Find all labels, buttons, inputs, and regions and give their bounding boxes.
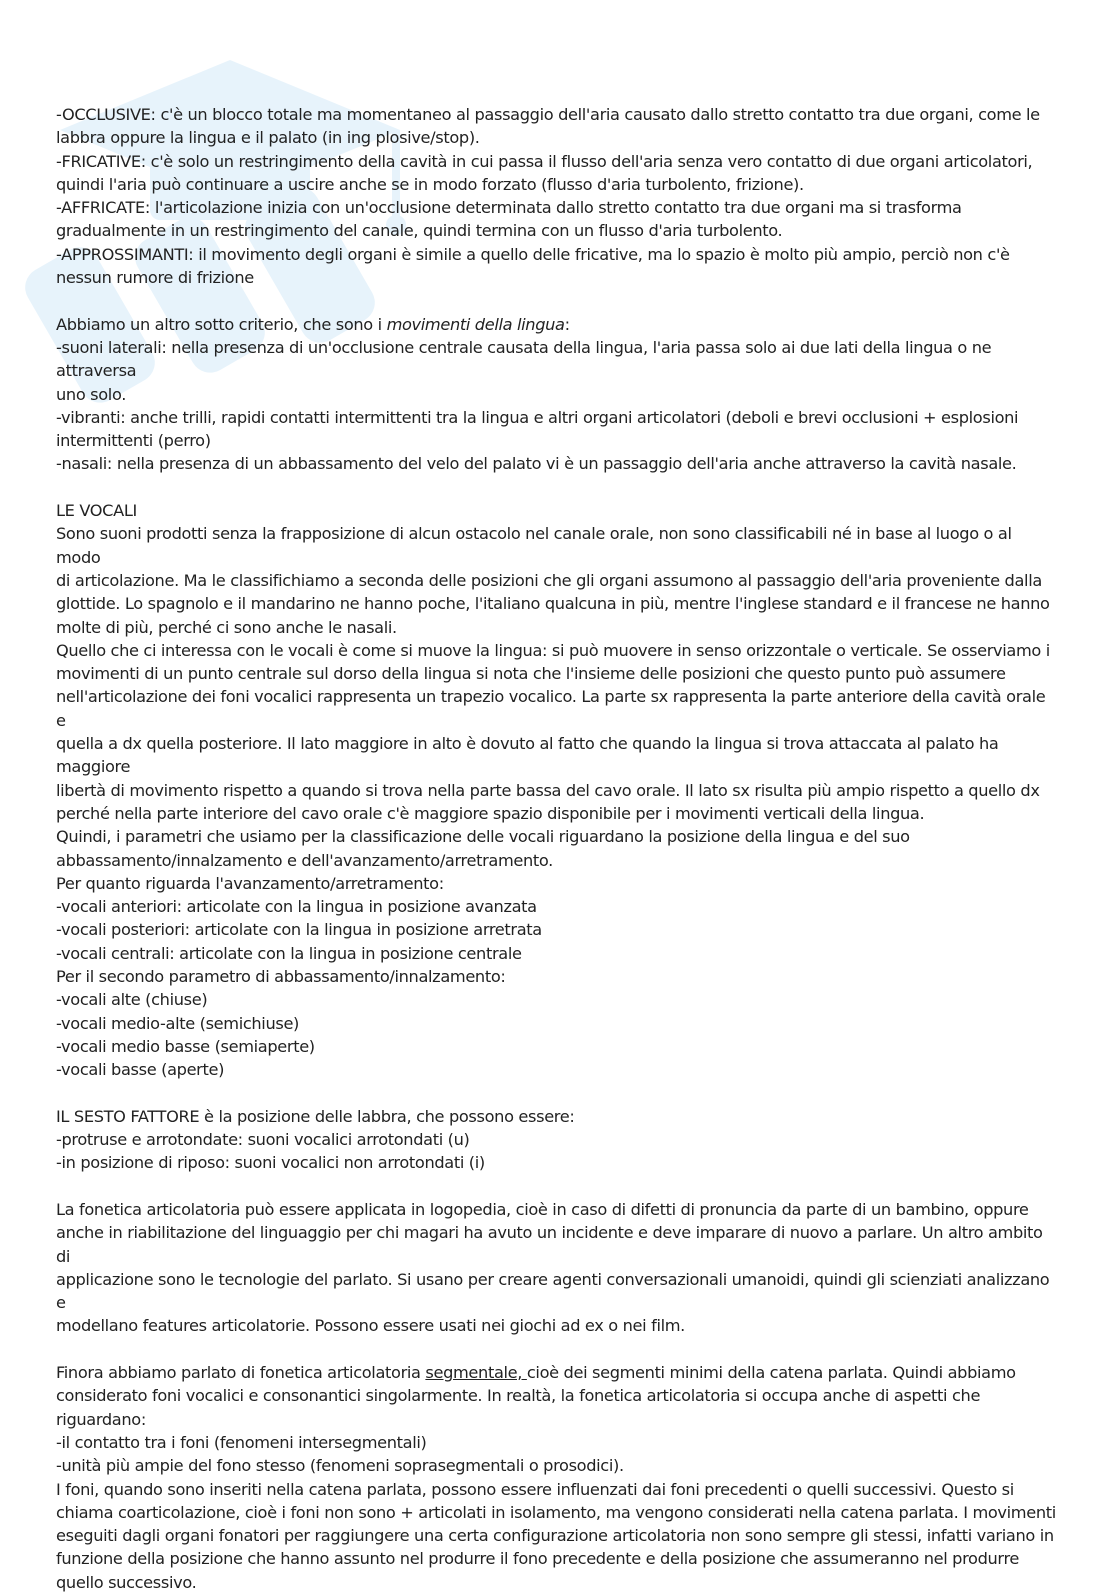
text-line: modellano features articolatorie. Possono essere usati nei giochi ad ex o nei film. [56,1316,685,1336]
text-line: labbra oppure la lingua e il palato (in ing plosive/stop). [56,128,480,148]
text-line: nessun rumore di frizione [56,268,254,288]
paragraph-spacer [56,1175,1056,1198]
text-line: -nasali: nella presenza di un abbassamento del velo del palato vi è un passaggio dell'aria anche attraverso la cavità nasale. [56,454,1017,474]
text-line: quella a dx quella posteriore. Il lato maggiore in alto è dovuto al fatto che quando la lingua si trova attaccata al palato ha maggiore [56,734,999,777]
text-line [56,1361,1056,1384]
text-run: cioè dei segmenti minimi della catena parlata. Quindi abbiamo [526,1363,1016,1383]
paragraph-spacer [56,1338,1056,1361]
text-line: -vibranti: anche trilli, rapidi contatti intermittenti tra la lingua e altri organi articolatori (deboli e brevi occlusioni + esplosioni [56,407,1019,427]
list-item: -protruse e arrotondate: suoni vocalici arrotondati (u) [56,1130,470,1150]
text-line: -FRICATIVE: c'è solo un restringimento della cavità in cui passa il flusso dell'aria senza vero contatto di due organi articolatori, [56,151,1033,171]
list-item: -vocali alte (chiuse) [56,990,208,1010]
text-line: di articolazione. Ma le classifichiamo a seconda delle posizioni che gli organi assumono al passaggio dell'aria proveniente dalla [56,570,1042,590]
text-line: molte di più, perché ci sono anche le nasali. [56,617,397,637]
document-body [56,103,1056,1594]
text-line: applicazione sono le tecnologie del parlato. Si usano per creare agenti conversazionali umanoidi, quindi gli scienziati analizzano e [56,1269,1050,1313]
italic-term: movimenti della lingua [386,314,565,334]
list-item: -vocali anteriori: articolate con la lingua in posizione avanzata [56,897,537,917]
underlined-term: segmentale, [425,1363,527,1383]
text-line: -AFFRICATE: l'articolazione inizia con un'occlusione determinata dallo stretto contatto tra due organi ma si trasforma [56,198,962,218]
text-line: gradualmente in un restringimento del canale, quindi termina con un flusso d'aria turbolento. [56,221,783,241]
text-line: Quindi, i parametri che usiamo per la classificazione delle vocali riguardano la posizione della lingua e del suo [56,827,910,847]
text-line: perché nella parte interiore del cavo orale c'è maggiore spazio disponibile per i movimenti verticali della lingua. [56,803,925,823]
text-line: libertà di movimento rispetto a quando si trova nella parte bassa del cavo orale. Il lato sx risulta più ampio rispetto a quello dx [56,780,1040,800]
text-line: riguardano: [56,1409,146,1429]
text-line: -OCCLUSIVE: c'è un blocco totale ma momentaneo al passaggio dell'aria causato dallo stretto contatto tra due organi, come le [56,105,1040,124]
list-item: -unità più ampie del fono stesso (fenomeni soprasegmentali o prosodici). [56,1456,624,1476]
text-run: : [564,314,570,334]
list-item: -in posizione di riposo: suoni vocalici non arrotondati (i) [56,1153,485,1173]
text-line: funzione della posizione che hanno assunto nel produrre il fono precedente e della posizione che assumeranno nel produrre [56,1549,1020,1569]
text-run: Abbiamo un altro sotto criterio, che sono i [56,314,387,334]
list-item: -il contatto tra i foni (fenomeni intersegmentali) [56,1432,427,1452]
text-line: considerato foni vocalici e consonantici singolarmente. In realtà, la fonetica articolatoria si occupa anche di aspetti che [56,1386,981,1406]
text-line: quindi l'aria può continuare a uscire anche se in modo forzato (flusso d'aria turbolento, frizione). [56,174,804,194]
text-line: intermittenti (perro) [56,431,211,451]
text-line [56,313,1056,336]
list-item: -vocali posteriori: articolate con la lingua in posizione arretrata [56,920,542,940]
paragraph-spacer [56,289,1056,312]
list-item: -vocali centrali: articolate con la lingua in posizione centrale [56,943,522,963]
paragraph-spacer [56,1081,1056,1104]
text-line: movimenti di un punto centrale sul dorso della lingua si nota che l'insieme delle posizioni che questo punto può assumere [56,664,1006,684]
text-line: La fonetica articolatoria può essere applicata in logopedia, cioè in caso di difetti di pronuncia da parte di un bambino, oppure [56,1199,1029,1219]
text-line: I foni, quando sono inseriti nella catena parlata, possono essere influenzati dai foni precedenti o quelli successivi. Questo si [56,1479,1014,1499]
text-line: Sono suoni prodotti senza la frapposizione di alcun ostacolo nel canale orale, non sono classificabili né in base al luogo o al modo [56,524,1012,567]
text-line: quello successivo. [56,1572,197,1592]
text-line: chiama coarticolazione, cioè i foni non sono + articolati in isolamento, ma vengono considerati nella catena parlata. I movimenti [56,1502,1056,1522]
paragraph-spacer [56,476,1056,499]
text-line: uno solo. [56,384,127,404]
section-heading: LE VOCALI [56,501,137,521]
text-line: nell'articolazione dei foni vocalici rappresenta un trapezio vocalico. La parte sx rappresenta la parte anteriore della cavità orale e [56,687,1046,730]
text-line: IL SESTO FATTORE è la posizione delle labbra, che possono essere: [56,1106,575,1126]
text-line: abbassamento/innalzamento e dell'avanzamento/arretramento. [56,850,553,870]
text-line: Quello che ci interessa con le vocali è come si muove la lingua: si può muovere in senso orizzontale o verticale. Se osserviamo i [56,640,1050,660]
text-line: -APPROSSIMANTI: il movimento degli organi è simile a quello delle fricative, ma lo spazio è molto più ampio, perciò non c'è [56,244,1010,264]
text-line: Per quanto riguarda l'avanzamento/arretramento: [56,873,444,893]
list-item: -vocali medio-alte (semichiuse) [56,1013,300,1033]
list-item: -vocali medio basse (semiaperte) [56,1036,315,1056]
text-line: Per il secondo parametro di abbassamento/innalzamento: [56,966,506,986]
text-line: anche in riabilitazione del linguaggio per chi magari ha avuto un incidente e deve imparare di nuovo a parlare. Un altro ambito di [56,1223,1043,1266]
text-line: glottide. Lo spagnolo e il mandarino ne hanno poche, l'italiano qualcuna in più, mentre l'inglese standard e il francese ne hanno [56,594,1050,614]
text-line: eseguiti dagli organi fonatori per raggiungere una certa configurazione articolatoria non sono sempre gli stessi, infatti variano in [56,1526,1054,1546]
text-run: Finora abbiamo parlato di fonetica articolatoria [56,1363,426,1383]
text-line: -suoni laterali: nella presenza di un'occlusione centrale causata della lingua, l'aria passa solo ai due lati della lingua o ne attraversa [56,337,992,381]
list-item: -vocali basse (aperte) [56,1060,225,1080]
